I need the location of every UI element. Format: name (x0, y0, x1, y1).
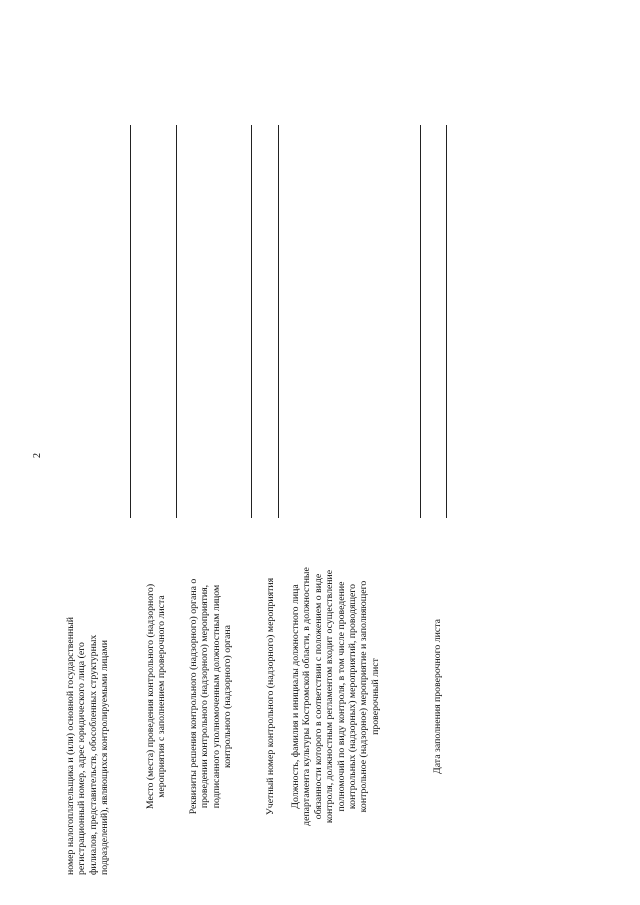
field-decision-line[interactable] (251, 125, 252, 518)
field-taxpayer-info-label: номер налогоплательщика и (или) основной государственный регистрационный номер, адрес юридического лица (его филиалов, представительств, обособленных структурных подразделений), являющихся контролируемыми лицами (65, 616, 111, 875)
field-official-label: Должность, фамилия и инициалы должностного лица департамента культуры Костромской области, в должностные обязанности которого в соответствии с положением о виде контроля, должностным регламентом входит осуществление полномочий по виду контроля, в том числе проведение контрольных (надзорных) мероприятий, проводящего контрольное (надзорное) мероприятие и заполняющего проверочный лист (290, 567, 381, 826)
field-place-line[interactable] (176, 125, 177, 518)
field-taxpayer-info-line[interactable] (130, 125, 131, 518)
field-decision-label: Реквизиты решения контрольного (надзорного) органа о проведении контрольного (надзорного) мероприятия, подписанного уполномоченным должностным лицом контрольного (надзорного) органа (188, 578, 234, 815)
field-record-number-line[interactable] (278, 125, 279, 518)
field-official-line[interactable] (420, 125, 421, 518)
page-number: 2 (32, 453, 43, 458)
field-date-label: Дата заполнения проверочного листа (432, 619, 443, 774)
field-date-line[interactable] (446, 125, 447, 518)
form-fields-rotated (65, 25, 465, 875)
field-record-number-label: Учетный номер контрольного (надзорного) мероприятия (265, 577, 276, 816)
field-place-label: Место (места) проведения контрольного (надзорного) мероприятия с заполнением проверочного листа (145, 583, 168, 810)
